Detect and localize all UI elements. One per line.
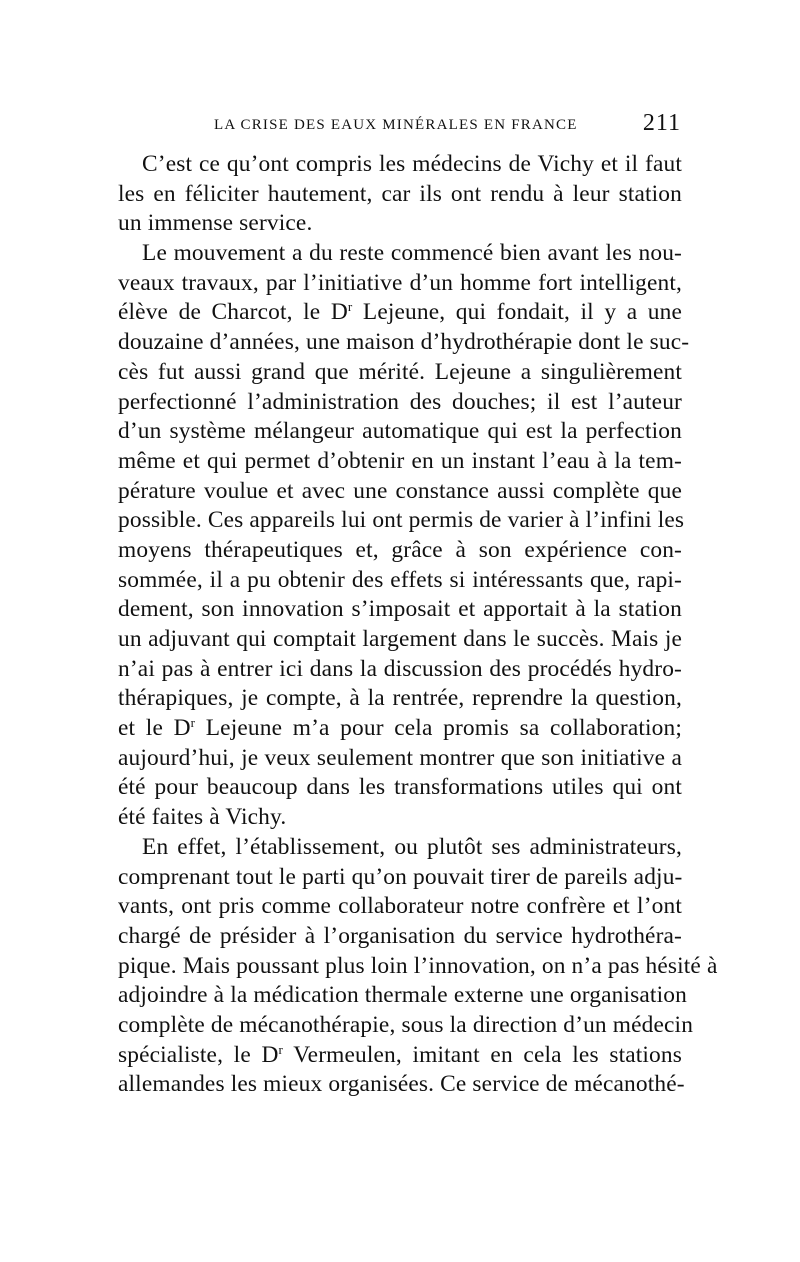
text-line: dement, son innovation s’imposait et apportait à la station <box>118 596 682 623</box>
text-line: douzaine d’années, une maison d’hydrothérapie dont le suc- <box>118 329 690 356</box>
text-line: Le mouvement a du reste commencé bien avant les nou- <box>142 240 682 267</box>
text-line: élève de Charcot, le $D^r$ Lejeune, qui fondait, il y a une <box>118 299 682 326</box>
text-line: veaux travaux, par l’initiative d’un homme fort intelligent, <box>118 269 682 296</box>
text-line: même et qui permet d’obtenir en un instant l’eau à la tem- <box>118 447 682 474</box>
text-line: comprenant tout le parti qu’on pouvait tirer de pareils adju- <box>118 863 683 890</box>
text-line: En effet, l’établissement, ou plutôt ses administrateurs, <box>142 833 682 860</box>
text-line: possible. Ces appareils lui ont permis de varier à l’infini les <box>118 507 685 534</box>
text-line: d’un système mélangeur automatique qui est la perfection <box>118 418 682 445</box>
text-line: pérature voulue et avec une constance aussi complète que <box>118 477 682 504</box>
paragraph <box>118 239 690 833</box>
text-line: C’est ce qu’ont compris les médecins de Vichy et il faut <box>142 151 682 177</box>
text-line: aujourd’hui, je veux seulement montrer que son initiative a <box>118 744 682 771</box>
text-line: adjoindre à la médication thermale externe une organisation <box>118 982 687 1009</box>
text-line: thérapiques, je compte, à la rentrée, reprendre la question, <box>118 685 682 712</box>
running-title: LA CRISE DES EAUX MINÉRALES EN FRANCE <box>214 117 578 133</box>
text-line: chargé de présider à l’organisation du service hydrothéra- <box>118 922 682 949</box>
paragraph <box>118 833 718 1100</box>
text-line: spécialiste, le $D^r$ Vermeulen, imitant en cela les stations <box>118 1041 682 1068</box>
page-number: 211 <box>642 110 681 136</box>
text-line: été pour beaucoup dans les transformations utiles qui ont <box>118 774 682 801</box>
text-line: et le $D^r$ Lejeune m’a pour cela promis sa collaboration; <box>118 715 682 742</box>
page-header <box>118 110 681 143</box>
text-line: vants, ont pris comme collaborateur notre confrère et l’ont <box>118 893 682 920</box>
text-line: sommée, il a pu obtenir des effets si intéressants que, rapi- <box>118 566 682 593</box>
text-line: n’ai pas à entrer ici dans la discussion des procédés hydro- <box>118 655 682 682</box>
text-line: allemandes les mieux organisées. Ce service de mécanothé- <box>118 1071 685 1098</box>
text-line: un adjuvant qui comptait largement dans le succès. Mais je <box>118 626 682 652</box>
paragraph <box>118 150 682 239</box>
text-line: moyens thérapeutiques et, grâce à son expérience con- <box>118 536 682 563</box>
text-line: perfectionné l’administration des douches; il est l’auteur <box>118 388 682 415</box>
text-line: complète de mécanothérapie, sous la direction d’un médecin <box>118 1011 694 1038</box>
superscript: r <box>190 715 196 731</box>
text-line: les en féliciter hautement, car ils ont rendu à leur station <box>118 180 682 207</box>
text-line: été faites à Vichy. <box>118 804 287 831</box>
body-text <box>118 150 718 1100</box>
text-line: pique. Mais poussant plus loin l’innovation, on n’a pas hésité à <box>118 952 718 979</box>
superscript: r <box>278 1041 284 1057</box>
superscript: r <box>347 299 353 315</box>
text-line: un immense service. <box>118 210 313 237</box>
text-line: cès fut aussi grand que mérité. Lejeune a singulièrement <box>118 358 682 385</box>
